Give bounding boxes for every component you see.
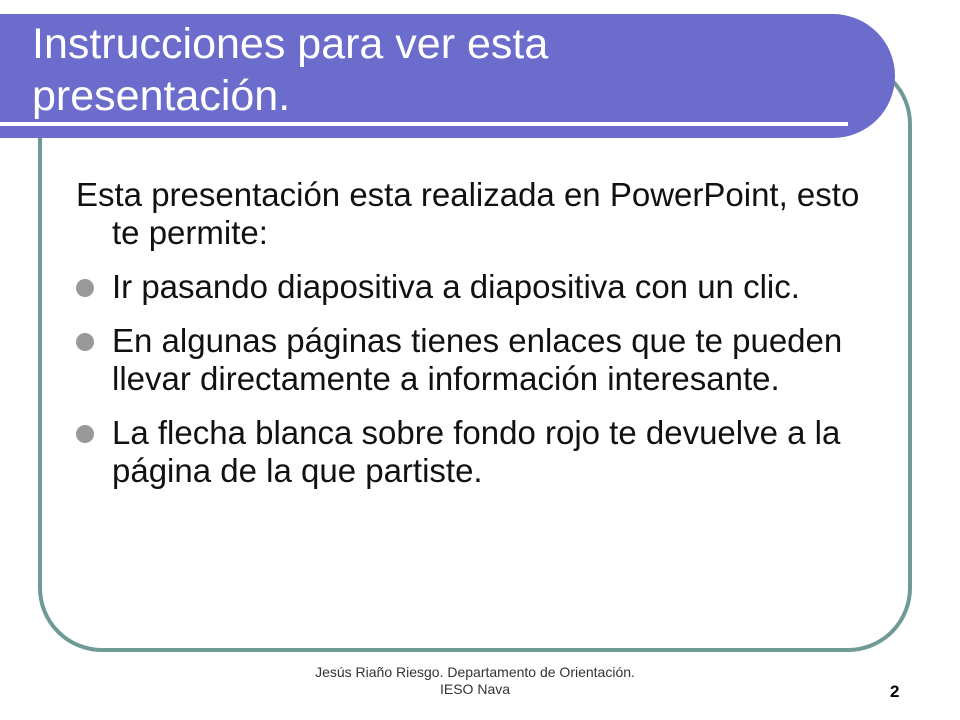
slide-title: Instrucciones para ver esta presentación. [32,20,549,120]
slide-footer: Jesús Riaño Riesgo. Departamento de Orientación. IESO Nava [315,664,635,697]
title-underline [0,122,848,126]
bullet-dot-icon [76,279,94,297]
intro-paragraph: Esta presentación esta realizada en PowerPoint, esto te permite: [76,176,860,251]
bullet-text: La flecha blanca sobre fondo rojo te devuelve a la página de la que partiste. [112,414,841,489]
bullet-item [76,414,876,490]
slide-body [76,176,876,506]
bullet-dot-icon [76,333,94,351]
bullet-item [76,268,876,306]
bullet-text: Ir pasando diapositiva a diapositiva con un clic. [112,268,800,305]
page-number: 2 [890,682,900,701]
bullet-item [76,322,876,398]
bullet-dot-icon [76,425,94,443]
bullet-text: En algunas páginas tienes enlaces que te pueden llevar directamente a información interesante. [112,322,843,397]
